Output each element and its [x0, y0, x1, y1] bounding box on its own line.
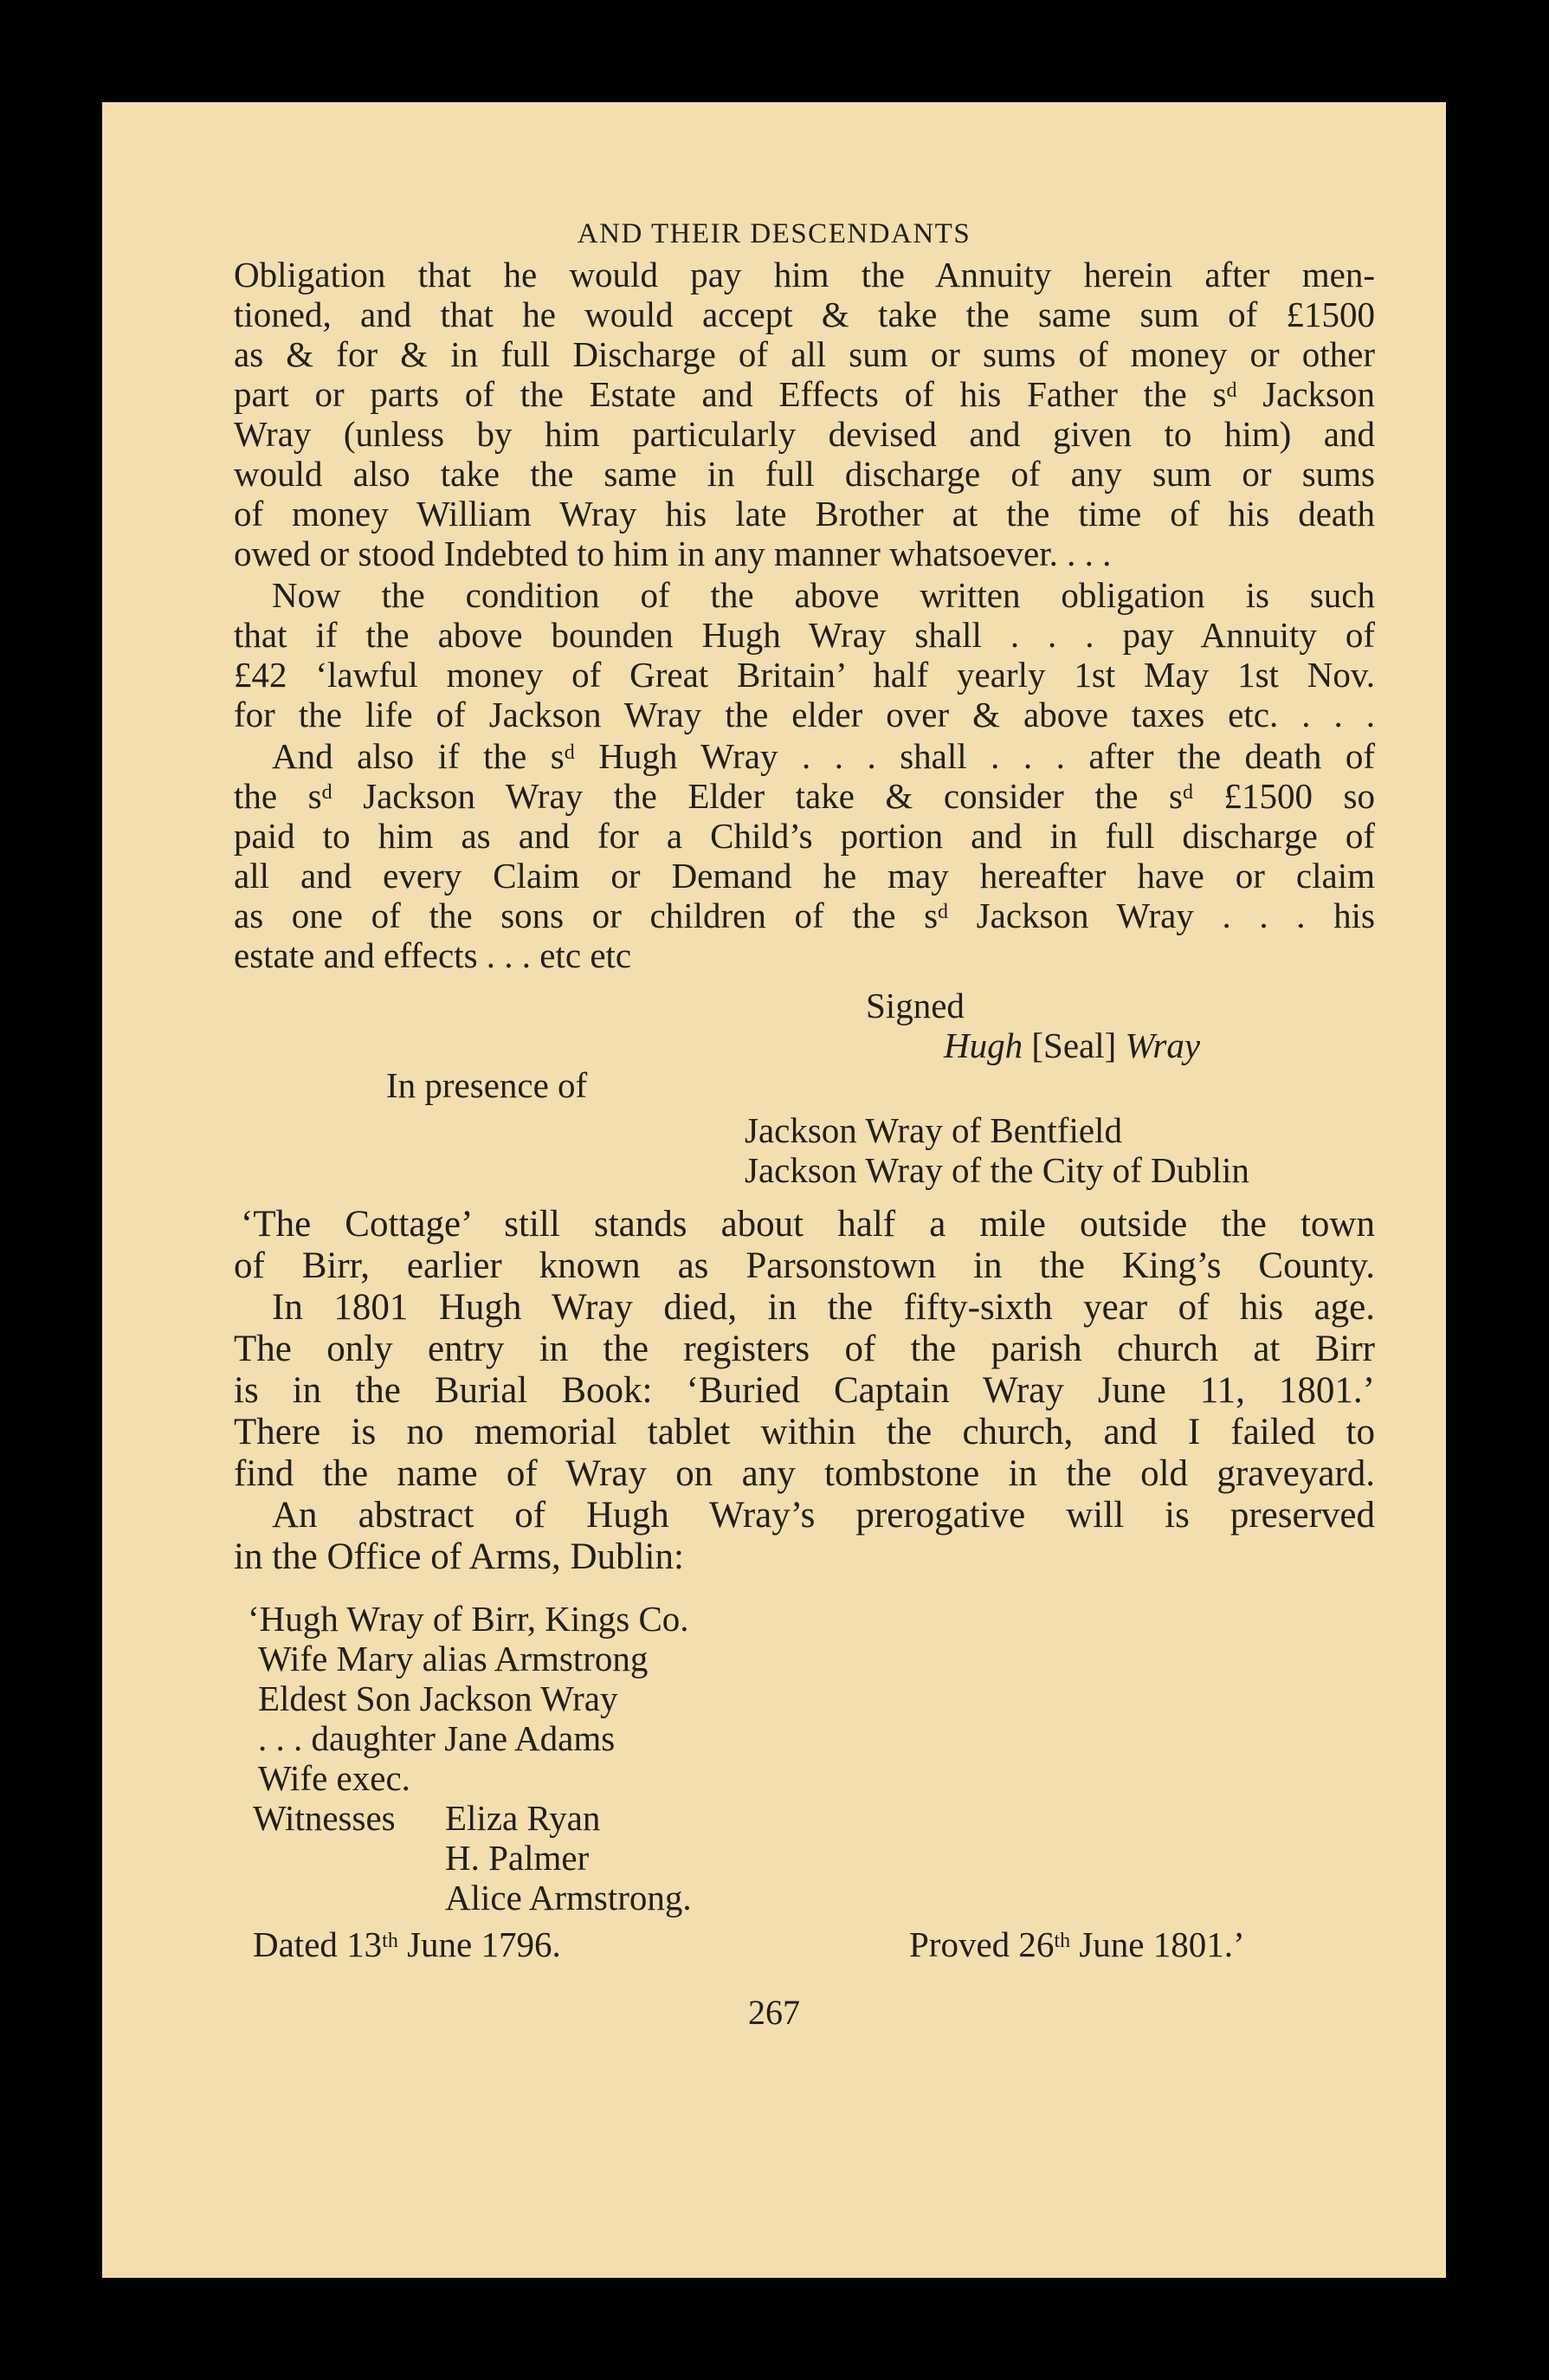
text-line: In 1801 Hugh Wray died, in the fifty-sixth year of his age. [272, 1287, 1375, 1328]
text-line: ‘The Cottage’ still stands about half a mile outside the town [241, 1204, 1375, 1245]
text-line: is in the Burial Book: ‘Buried Captain Wray June 11, 1801.’ [234, 1370, 1375, 1411]
text-line: find the name of Wray on any tombstone in the old graveyard. [234, 1453, 1375, 1494]
text-line: tioned, and that he would accept & take the same sum of £1500 [234, 294, 1375, 334]
book-page [102, 102, 1446, 2278]
text-line: as one of the sons or children of the $s^d$ Jackson Wray . . . his [234, 896, 1375, 935]
dated-line: Dated 13th June 1796. [253, 1924, 561, 1964]
text-line: the $s^d$ Jackson Wray the Elder take & consider the $s^d$ £1500 so [234, 776, 1375, 816]
text-line: part or parts of the Estate and Effects of his Father the $s^d$ Jackson [234, 374, 1376, 414]
signature: Hugh [Seal] Wray [944, 1025, 1201, 1065]
text-line: An abstract of Hugh Wray’s prerogative will is preserved [272, 1495, 1375, 1536]
text-line: £42 ‘lawful money of Great Britain’ half yearly 1st May 1st Nov. [234, 655, 1375, 695]
text-line: Obligation that he would pay him the Annuity herein after men- [234, 255, 1375, 294]
will-witness: Eliza Ryan [445, 1798, 601, 1838]
running-header: AND THEIR DESCENDANTS [577, 218, 971, 249]
text-line: of money William Wray his late Brother at the time of his death [234, 494, 1375, 534]
text-line: paid to him as and for a Child’s portion and in full discharge of [234, 816, 1375, 856]
will-line: . . . daughter Jane Adams [258, 1718, 616, 1758]
will-witness: Alice Armstrong. [445, 1878, 692, 1918]
signed-label: Signed [866, 986, 965, 1025]
proved-line: Proved 26th June 1801.’ [909, 1924, 1245, 1964]
witnesses-label: Witnesses [253, 1798, 396, 1838]
text-line: in the Office of Arms, Dublin: [234, 1536, 684, 1577]
will-line: Wife Mary alias Armstrong [258, 1639, 649, 1678]
witness-line: Jackson Wray of Bentfield [745, 1110, 1122, 1150]
page-number: 267 [748, 1993, 800, 2032]
text-line: as & for & in full Discharge of all sum or sums of money or other [234, 334, 1375, 374]
presence-label: In presence of [386, 1065, 588, 1105]
text-line: And also if the $s^d$ Hugh Wray . . . shall . . . after the death of [272, 736, 1375, 776]
text-line: Wray (unless by him particularly devised and given to him) and [234, 414, 1375, 454]
will-witness: H. Palmer [445, 1838, 590, 1878]
witness-line: Jackson Wray of the City of Dublin [745, 1150, 1249, 1190]
text-line: would also take the same in full discharge of any sum or sums [234, 454, 1375, 494]
text-line: owed or stood Indebted to him in any manner whatsoever. . . . [234, 534, 1112, 573]
will-line: Wife exec. [258, 1758, 410, 1798]
text-line: Now the condition of the above written obligation is such [272, 575, 1375, 615]
text-line: that if the above bounden Hugh Wray shall . . . pay Annuity of [234, 615, 1375, 655]
will-line: Eldest Son Jackson Wray [258, 1678, 618, 1718]
text-line: of Birr, earlier known as Parsonstown in the King’s County. [234, 1245, 1375, 1286]
will-line: ‘Hugh Wray of Birr, Kings Co. [248, 1599, 689, 1639]
text-line: for the life of Jackson Wray the elder over & above taxes etc. . . . [234, 695, 1375, 734]
text-line: all and every Claim or Demand he may hereafter have or claim [234, 856, 1375, 896]
text-line: estate and effects . . . etc etc [234, 935, 632, 975]
text-line: There is no memorial tablet within the church, and I failed to [234, 1412, 1375, 1452]
text-line: The only entry in the registers of the parish church at Birr [234, 1329, 1375, 1369]
